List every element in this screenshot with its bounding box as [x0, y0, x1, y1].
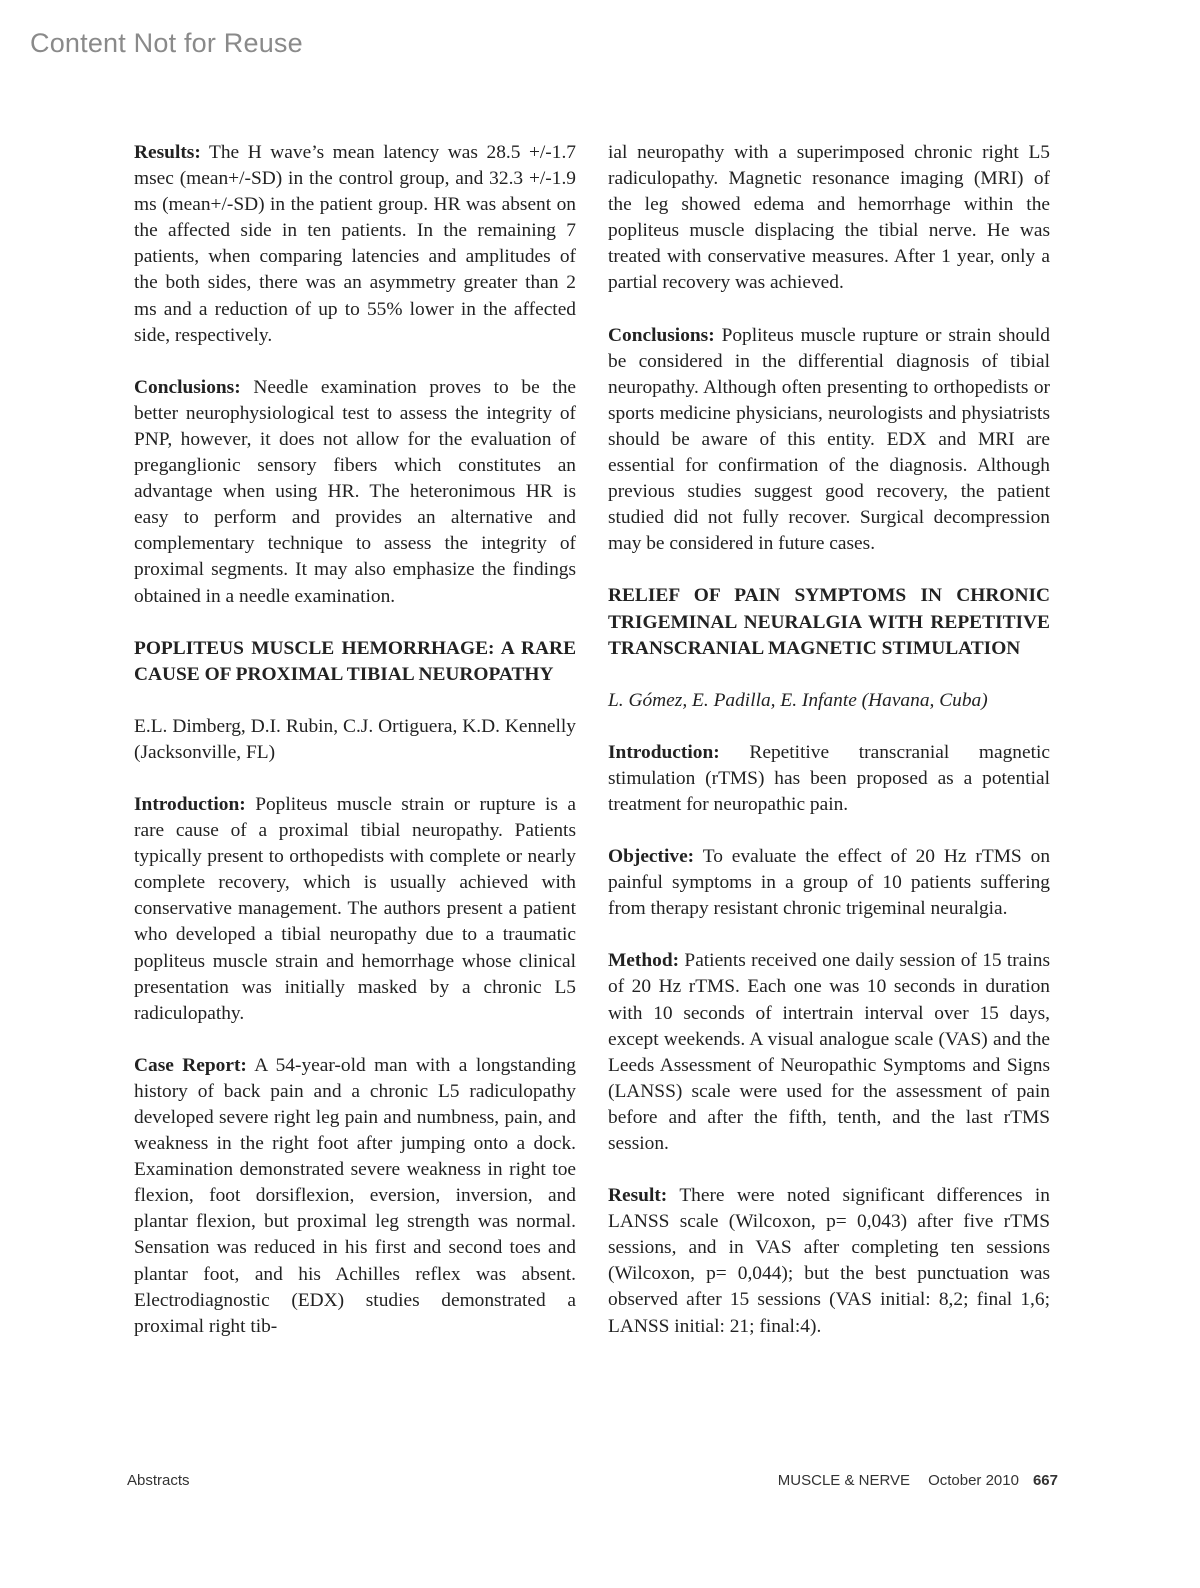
introduction-paragraph-2 [608, 740, 1050, 818]
results-text: The H wave’s mean latency was 28.5 +/-1.7 msec (mean+/-SD) in the control group, and 32.3 +/-1.9 ms (mean+/-SD) in the patient group. HR was absent on the affected side in ten patients. In the remaining 7 patients, when comparing latencies and amplitudes of the both sides, there was an asymmetry greater than 2 ms and a reduction of up to 55% lower in the affected side, respectively. [134, 142, 577, 346]
abstract-title-popliteus: POPLITEUS MUSCLE HEMORRHAGE: A RARE CAUSE OF PROXIMAL TIBIAL NEUROPATHY [134, 637, 576, 685]
case-report-label: Case Report: [134, 1054, 247, 1076]
case-report-paragraph [134, 1053, 576, 1340]
introduction-paragraph [134, 792, 576, 1027]
objective-text: To evaluate the effect of 20 Hz rTMS on painful symptoms in a group of 10 patients suffering from therapy resistant chronic trigeminal neuralgia. [608, 846, 1051, 920]
result-label: Result: [608, 1185, 668, 1207]
results-paragraph [134, 140, 576, 349]
left-column [134, 140, 576, 1366]
footer-journal-info [778, 1472, 1058, 1489]
conclusions-paragraph [134, 375, 576, 610]
conclusions-label-2: Conclusions: [608, 324, 715, 346]
introduction-text-2: Repetitive transcranial magnetic stimulation (rTMS) has been proposed as a potential treatment for neuropathic pain. [608, 741, 1050, 815]
footer-section: Abstracts [127, 1472, 190, 1489]
abstract-authors-popliteus: E.L. Dimberg, D.I. Rubin, C.J. Ortiguera, K.D. Kennelly (Jacksonville, FL) [134, 715, 576, 763]
result-paragraph [608, 1183, 1050, 1340]
results-label: Results: [134, 142, 201, 163]
case-report-continued: ial neuropathy with a superimposed chronic right L5 radiculopathy. Magnetic resonance imaging (MRI) of the leg showed edema and hemorrhage within the popliteus muscle displacing the tibial nerve. He was treated with conservative measures. After 1 year, only a partial recovery was achieved. [608, 142, 1050, 294]
watermark: Content Not for Reuse [30, 28, 303, 58]
objective-label: Objective: [608, 846, 695, 868]
objective-paragraph [608, 844, 1050, 922]
right-column [608, 140, 1050, 1366]
conclusions-text: Needle examination proves to be the better neurophysiological test to assess the integrity of PNP, however, it does not allow for the evaluation of preganglionic sensory fibers which constitutes an advantage when using HR. The heteronimous HR is easy to perform and provides an alternative and complementary technique to assess the integrity of proximal segments. It may also emphasize the findings obtained in a needle examination. [134, 376, 576, 607]
conclusions-text-2: Popliteus muscle rupture or strain should be considered in the differential diagnosis of tibial neuropathy. Although often presenting to orthopedists or sports medicine physicians, neurologists and physiatrists should be aware of this entity. EDX and MRI are essential for confirmation of the diagnosis. Although previous studies suggest good recovery, the patient studied did not fully recover. Surgical decompression may be considered in future cases. [608, 324, 1050, 555]
footer-journal: MUSCLE & NERVE [777, 1472, 911, 1489]
page-number: 667 [1032, 1472, 1058, 1489]
abstract-authors-trigeminal: L. Gómez, E. Padilla, E. Infante (Havana, Cuba) [608, 689, 988, 711]
introduction-label-2: Introduction: [608, 741, 720, 763]
conclusions-paragraph-2 [608, 323, 1050, 558]
case-report-text: A 54-year-old man with a longstanding history of back pain and a chronic L5 radiculopathy developed severe right leg pain and numbness, pain, and weakness in the right foot after jumping onto a dock. Examination demonstrated severe weakness in right toe flexion, foot dorsiflexion, eversion, inversion, and plantar flexion, but proximal leg strength was normal. Sensation was reduced in his first and second toes and plantar foot, and his Achilles reflex was absent. Electrodiagnostic (EDX) studies demonstrated a proximal right tib- [134, 1054, 576, 1337]
introduction-text: Popliteus muscle strain or rupture is a rare cause of a proximal tibial neuropathy. Patients typically present to orthopedists with complete or nearly complete recovery, which is usually achieved with conservative management. The authors present a patient who developed a tibial neuropathy due to a traumatic popliteus muscle strain and hemorrhage whose clinical presentation was initially masked by a chronic L5 radiculopathy. [134, 793, 576, 1024]
footer-date: October 2010 [928, 1472, 1019, 1489]
abstract-title-trigeminal: RELIEF OF PAIN SYMPTOMS IN CHRONIC TRIGEMINAL NEURALGIA WITH REPETITIVE TRANSCRANIAL MAGNETIC STIMULATION [608, 585, 1050, 659]
result-text: There were noted significant differences in LANSS scale (Wilcoxon, p= 0,043) after five rTMS sessions, and in VAS after completing ten sessions (Wilcoxon, p= 0,044); but the best punctuation was observed after 15 sessions (VAS initial: 8,2; final 1,6; LANSS initial: 21; final:4). [608, 1185, 1050, 1337]
introduction-label: Introduction: [134, 793, 246, 815]
method-text: Patients received one daily session of 15 trains of 20 Hz rTMS. Each one was 10 seconds in duration with 10 seconds of intertrain interval over 15 days, except weekends. A visual analogue scale (VAS) and the Leeds Assessment of Neuropathic Symptoms and Signs (LANSS) scale were used for the assessment of pain before and after the fifth, tenth, and the last rTMS session. [608, 950, 1050, 1154]
conclusions-label: Conclusions: [134, 376, 241, 398]
method-paragraph [608, 948, 1050, 1157]
method-label: Method: [608, 950, 680, 972]
